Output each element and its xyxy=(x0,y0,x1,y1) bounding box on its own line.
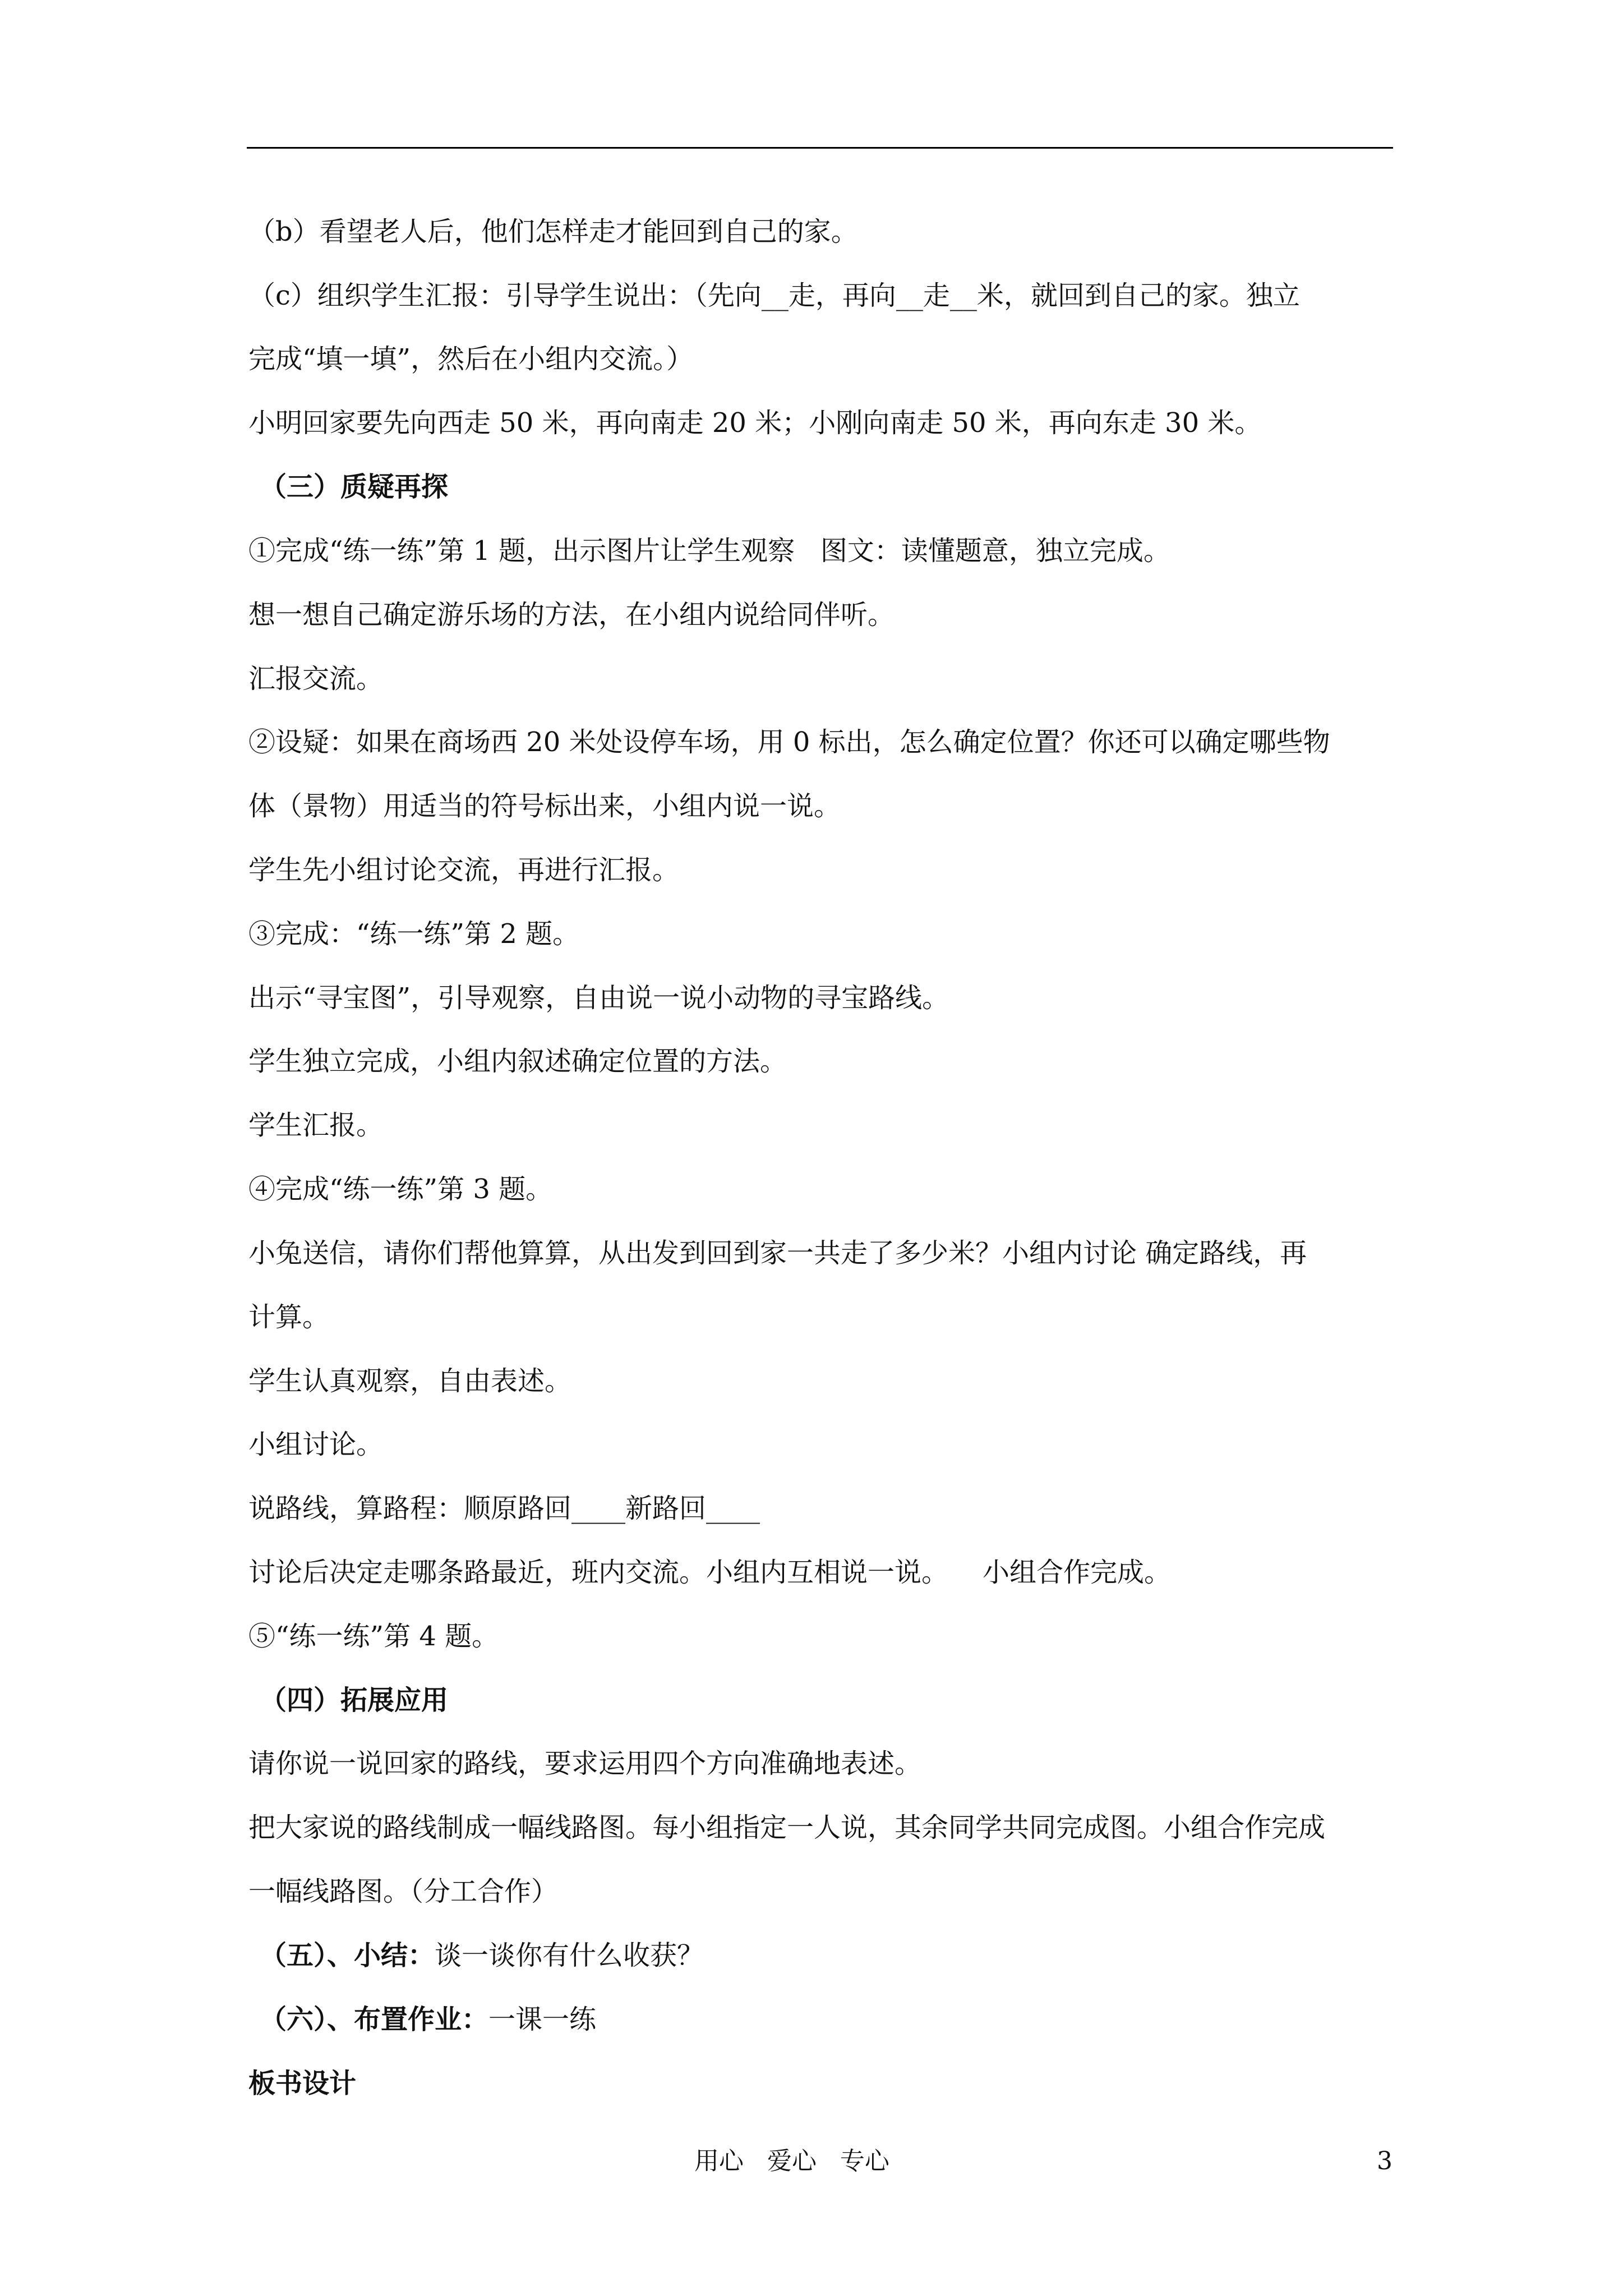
section-heading: （五）、小结： xyxy=(260,1940,435,1971)
text-line: ⑤“练一练”第 4 题。 xyxy=(248,1621,499,1652)
page-number: 3 xyxy=(1377,2147,1393,2175)
text-line: 学生认真观察，自由表述。 xyxy=(248,1365,572,1397)
text-line: 学生汇报。 xyxy=(248,1110,384,1141)
footer-motto: 用心 爱心 专心 xyxy=(694,2147,889,2175)
section-heading: （六）、布置作业： xyxy=(260,2004,489,2035)
text-line: ④完成“练一练”第 3 题。 xyxy=(248,1174,553,1205)
text-line: ③完成：“练一练”第 2 题。 xyxy=(248,918,580,950)
homework-line xyxy=(260,2003,596,2036)
text-line: （b）看望老人后，他们怎样走才能回到自己的家。 xyxy=(248,216,858,247)
section-heading: （四）拓展应用 xyxy=(260,1685,449,1716)
summary-line xyxy=(260,1939,704,1972)
text-line: 小组讨论。 xyxy=(248,1429,384,1460)
text-line: 小兔送信，请你们帮他算算，从出发到回到家一共走了多少米？小组内讨论 确定路线，再 xyxy=(248,1237,1307,1269)
text-line: 小明回家要先向西走 50 米，再向南走 20 米；小刚向南走 50 米，再向东走 30 米。 xyxy=(248,407,1262,439)
text-line: 说路线，算路程：顺原路回____新路回____ xyxy=(248,1493,760,1524)
text-span: 谈一谈你有什么收获？ xyxy=(435,1940,704,1971)
text-line: 汇报交流。 xyxy=(248,663,384,694)
section-heading: 板书设计 xyxy=(248,2068,357,2099)
text-line: ②设疑：如果在商场西 20 米处设停车场，用 0 标出，怎么确定位置？你还可以确定哪些物 xyxy=(248,726,1330,758)
text-line: 学生先小组讨论交流，再进行汇报。 xyxy=(248,854,680,886)
text-span: 一课一练 xyxy=(488,2004,597,2035)
text-line: 计算。 xyxy=(248,1301,330,1333)
text-line: 把大家说的路线制成一幅线路图。每小组指定一人说，其余同学共同完成图。小组合作完成 xyxy=(248,1812,1326,1843)
text-line: 想一想自己确定游乐场的方法，在小组内说给同伴听。 xyxy=(248,599,895,631)
text-line: 完成“填一填”，然后在小组内交流。） xyxy=(248,343,694,375)
text-line: 学生独立完成，小组内叙述确定位置的方法。 xyxy=(248,1046,787,1077)
text-line: 请你说一说回家的路线，要求运用四个方向准确地表述。 xyxy=(248,1748,922,1779)
text-line: 讨论后决定走哪条路最近，班内交流。小组内互相说一说。 小组合作完成。 xyxy=(248,1557,1172,1588)
section-heading: （三）质疑再探 xyxy=(260,471,449,503)
text-line: （c）组织学生汇报：引导学生说出：（先向__走，再向__走__米，就回到自己的家。独立 xyxy=(248,280,1300,311)
header-rule xyxy=(247,147,1393,149)
text-line: ①完成“练一练”第 1 题，出示图片让学生观察 图文：读懂题意，独立完成。 xyxy=(248,535,1170,567)
text-line: 体（景物）用适当的符号标出来，小组内说一说。 xyxy=(248,790,841,822)
text-line: 出示“寻宝图”，引导观察，自由说一说小动物的寻宝路线。 xyxy=(248,982,949,1014)
text-line: 一幅线路图。（分工合作） xyxy=(248,1876,559,1907)
